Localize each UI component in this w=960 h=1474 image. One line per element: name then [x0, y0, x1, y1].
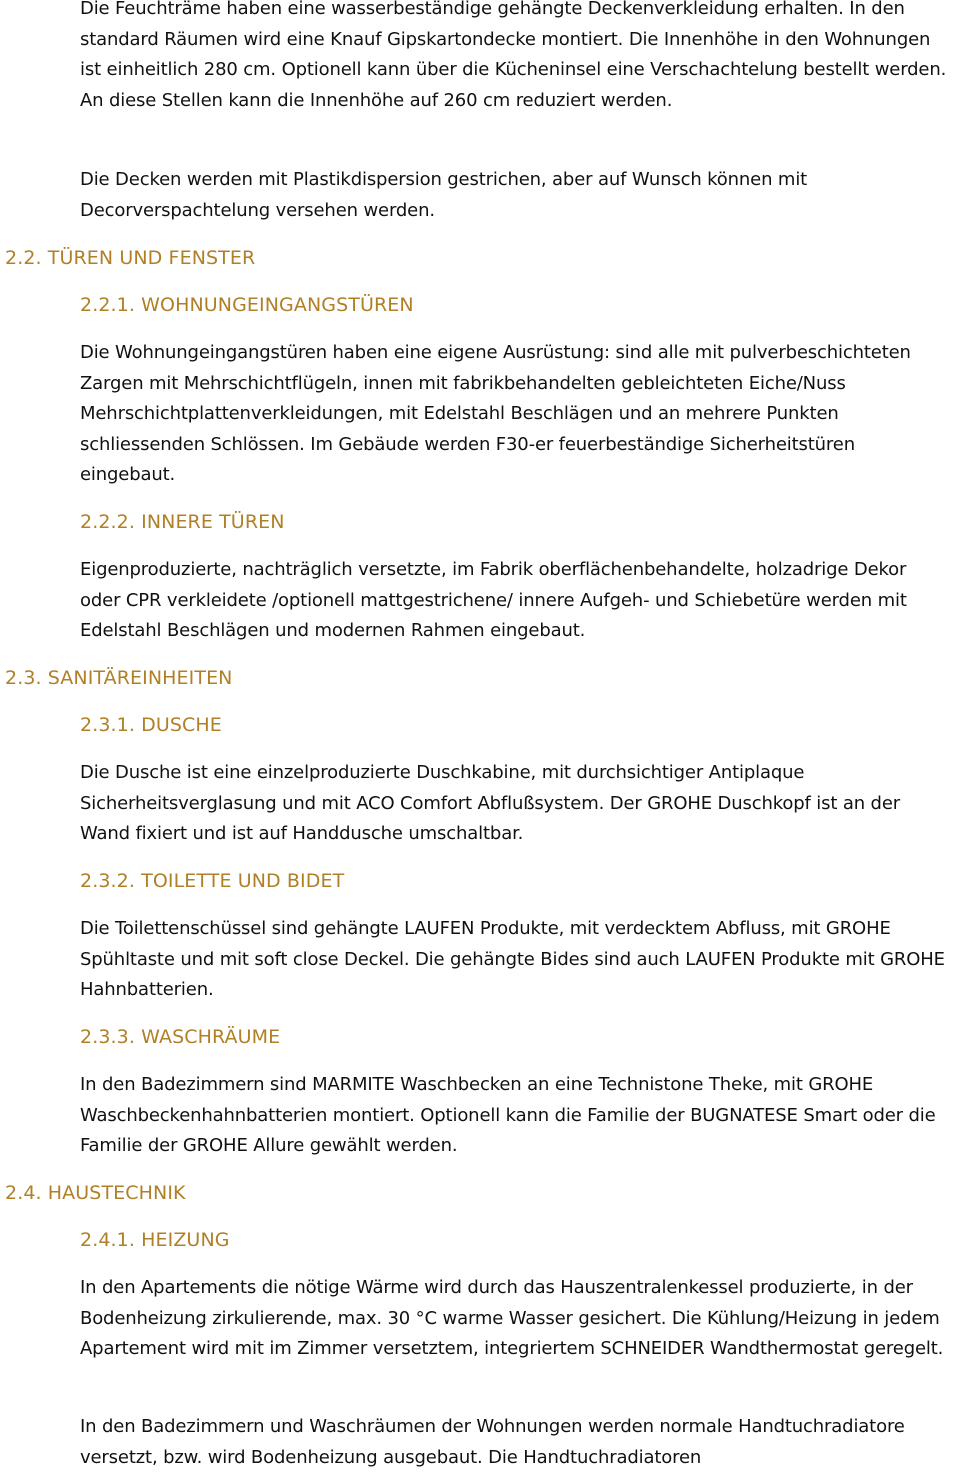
paragraph-interior-doors: Eigenproduzierte, nachträglich versetzte, im Fabrik oberflächenbehandelte, holzadrige Dekor oder CPR verkleidete /optionell mattgestrichene/ innere Aufgeh- und Schiebetüre werden mit Edelstahl Beschlägen und modernen Rahmen eingebaut. [80, 559, 907, 641]
paragraph-heating: In den Apartements die nötige Wärme wird durch das Hauszentralenkessel produzierte, in der Bodenheizung zirkulierende, max. 30 °C warme Wasser gesichert. Die Kühlung/Heizung in jedem Apartement wird mit im Zimmer versetztem, integriertem SCHNEIDER Wandthermostat geregelt. [80, 1277, 944, 1359]
heading-doors-windows: 2.2. TÜREN UND FENSTER [5, 247, 256, 269]
heading-building-services: 2.4. HAUSTECHNIK [5, 1182, 186, 1204]
paragraph-towel-radiators: In den Badezimmern und Waschräumen der Wohnungen werden normale Handtuchradiatore versetzt, bzw. wird Bodenheizung ausgebaut. Die Handtuchradiatoren [80, 1416, 905, 1468]
heading-washrooms: 2.3.3. WASCHRÄUME [80, 1026, 281, 1048]
heading-interior-doors: 2.2.2. INNERE TÜREN [80, 511, 285, 533]
paragraph-ceiling-paint: Die Decken werden mit Plastikdispersion gestrichen, aber auf Wunsch können mit Decorverspachtelung versehen werden. [80, 169, 808, 221]
paragraph-ceilings: Die Feuchträme haben eine wasserbeständige gehängte Deckenverkleidung erhalten. In den standard Räumen wird eine Knauf Gipskartondecke montiert. Die Innenhöhe in den Wohnungen ist einheitlich 280 cm. Optionell kann über die Kücheninsel eine Verschachtelung bestellt werden. An diese Stellen kann die Innenhöhe auf 260 cm reduziert werden. [80, 0, 947, 111]
paragraph-entrance-doors: Die Wohnungeingangstüren haben eine eigene Ausrüstung: sind alle mit pulverbeschichteten Zargen mit Mehrschichtflügeln, innen mit fabrikbehandelten gebleichteten Eiche/Nuss Mehrschichtplattenverkleidungen, mit Edelstahl Beschlägen und an mehrere Punkten schliessenden Schlössen. Im Gebäude werden F30-er feuerbeständige Sicherheitstüren eingebaut. [80, 342, 911, 485]
heading-toilet-bidet: 2.3.2. TOILETTE UND BIDET [80, 870, 345, 892]
heading-sanitary: 2.3. SANITÄREINHEITEN [5, 667, 233, 689]
heading-heating: 2.4.1. HEIZUNG [80, 1229, 230, 1251]
paragraph-shower: Die Dusche ist eine einzelproduzierte Duschkabine, mit durchsichtiger Antiplaque Sicherheitsverglasung und mit ACO Comfort Abflußsystem. Der GROHE Duschkopf ist an der Wand fixiert und ist auf Handdusche umschaltbar. [80, 762, 900, 844]
heading-entrance-doors: 2.2.1. WOHNUNGEINGANGSTÜREN [80, 294, 414, 316]
paragraph-washrooms: In den Badezimmern sind MARMITE Waschbecken an eine Technistone Theke, mit GROHE Waschbeckenhahnbatterien montiert. Optionell kann die Familie der BUGNATESE Smart oder die Familie der GROHE Allure gewählt werden. [80, 1074, 936, 1156]
heading-shower: 2.3.1. DUSCHE [80, 714, 222, 736]
paragraph-toilet-bidet: Die Toilettenschüssel sind gehängte LAUFEN Produkte, mit verdecktem Abfluss, mit GROHE Spühltaste und mit soft close Deckel. Die gehängte Bides sind auch LAUFEN Produkte mit GROHE Hahnbatterien. [80, 918, 945, 1000]
